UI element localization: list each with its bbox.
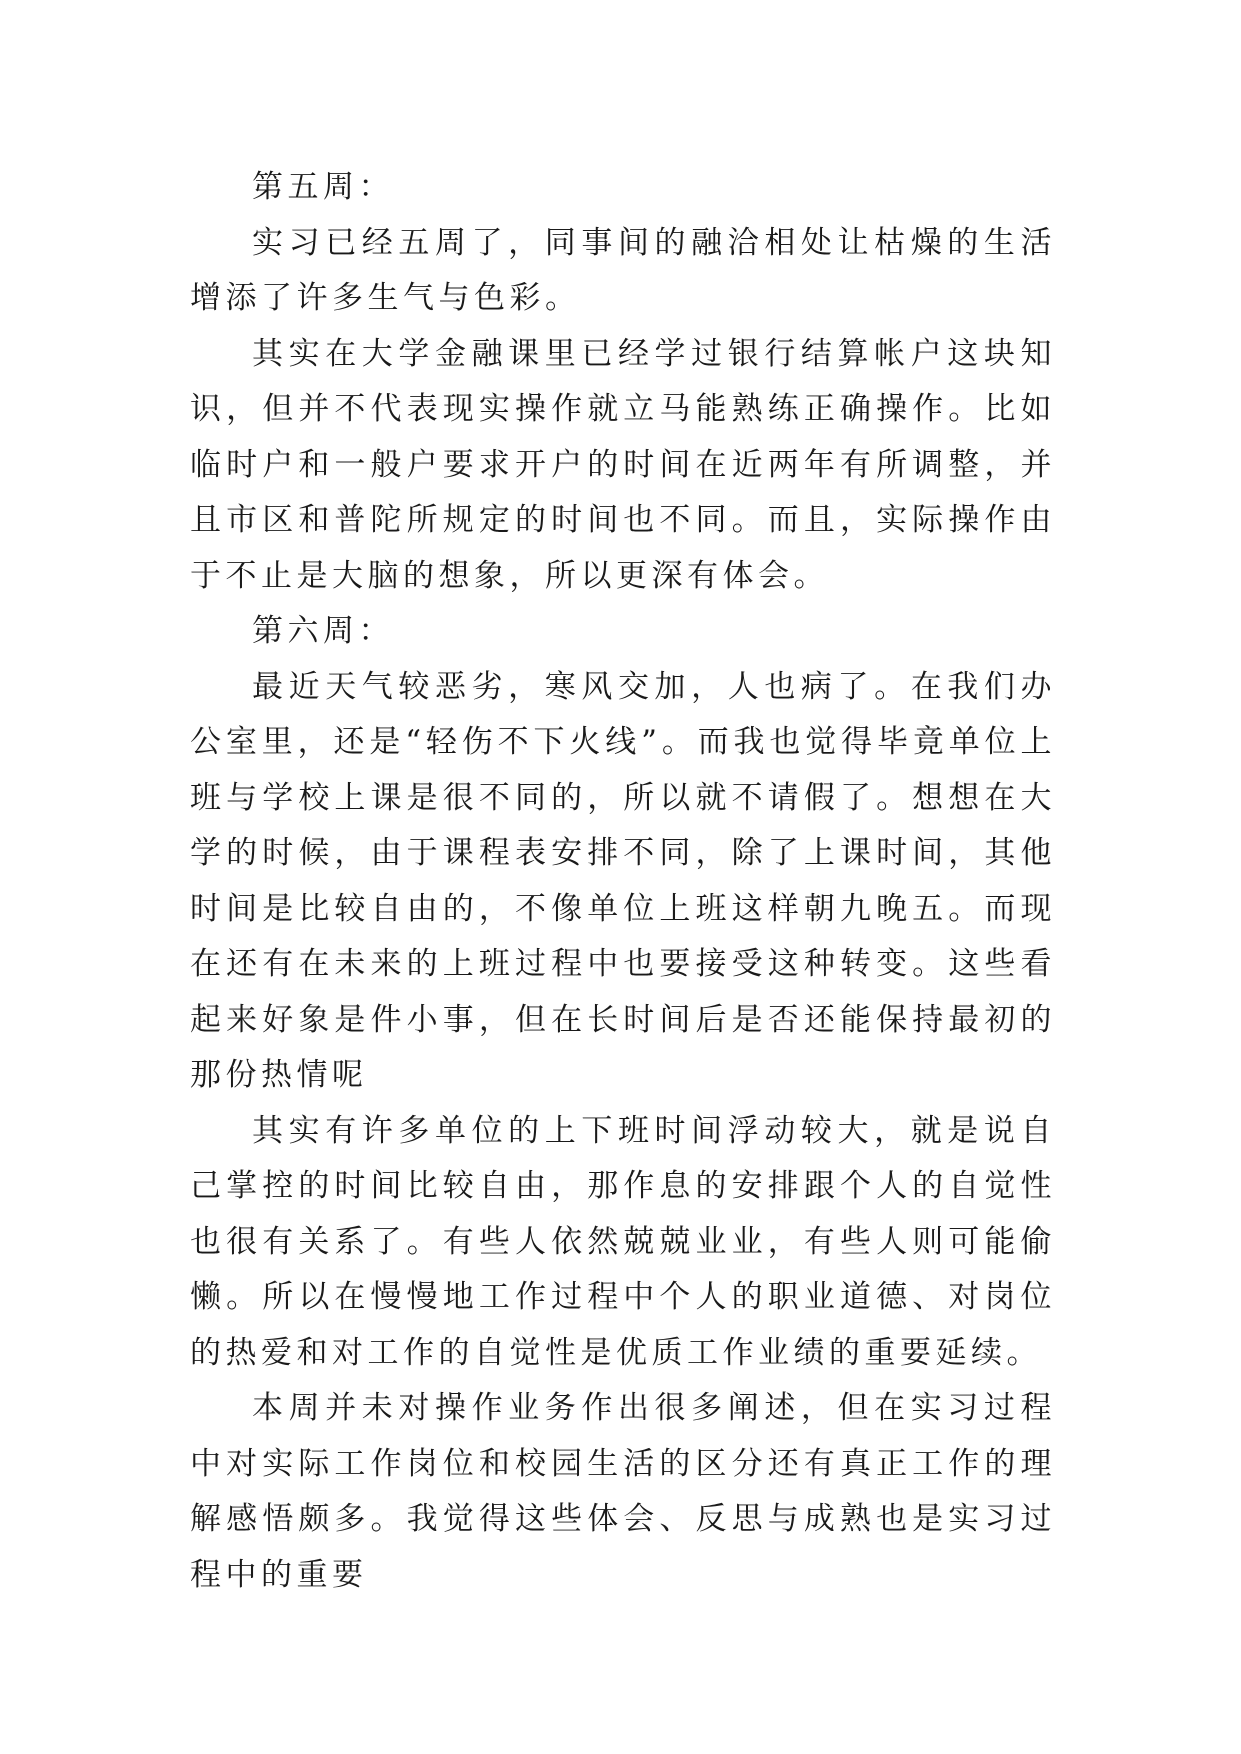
week-six-heading: 第六周：	[252, 613, 394, 649]
paragraph: 其实有许多单位的上下班时间浮动较大，就是说自己掌控的时间比较自由，那作息的安排跟个人的自觉性也很有关系了。有些人依然兢兢业业，有些人则可能偷懒。所以在慢慢地工作过程中个人的职业道德、对岗位的热爱和对工作的自觉性是优质工作业绩的重要延续。	[190, 1112, 1056, 1371]
document-page	[190, 160, 1056, 1603]
paragraph: 本周并未对操作业务作出很多阐述，但在实习过程中对实际工作岗位和校园生活的区分还有真正工作的理解感悟颇多。我觉得这些体会、反思与成熟也是实习过程中的重要	[190, 1390, 1056, 1593]
paragraph: 其实在大学金融课里已经学过银行结算帐户这块知识，但并不代表现实操作就立马能熟练正确操作。比如临时户和一般户要求开户的时间在近两年有所调整，并且市区和普陀所规定的时间也不同。而且，实际操作由于不止是大脑的想象，所以更深有体会。	[190, 335, 1056, 594]
week-five-heading: 第五周：	[252, 169, 394, 205]
paragraph: 最近天气较恶劣，寒风交加，人也病了。在我们办公室里，还是“轻伤不下火线”。而我也觉得毕竟单位上班与学校上课是很不同的，所以就不请假了。想想在大学的时候，由于课程表安排不同，除了上课时间，其他时间是比较自由的，不像单位上班这样朝九晚五。而现在还有在未来的上班过程中也要接受这种转变。这些看起来好象是件小事，但在长时间后是否还能保持最初的那份热情呢	[190, 668, 1056, 1093]
paragraph: 实习已经五周了，同事间的融洽相处让枯燥的生活增添了许多生气与色彩。	[190, 224, 1056, 316]
